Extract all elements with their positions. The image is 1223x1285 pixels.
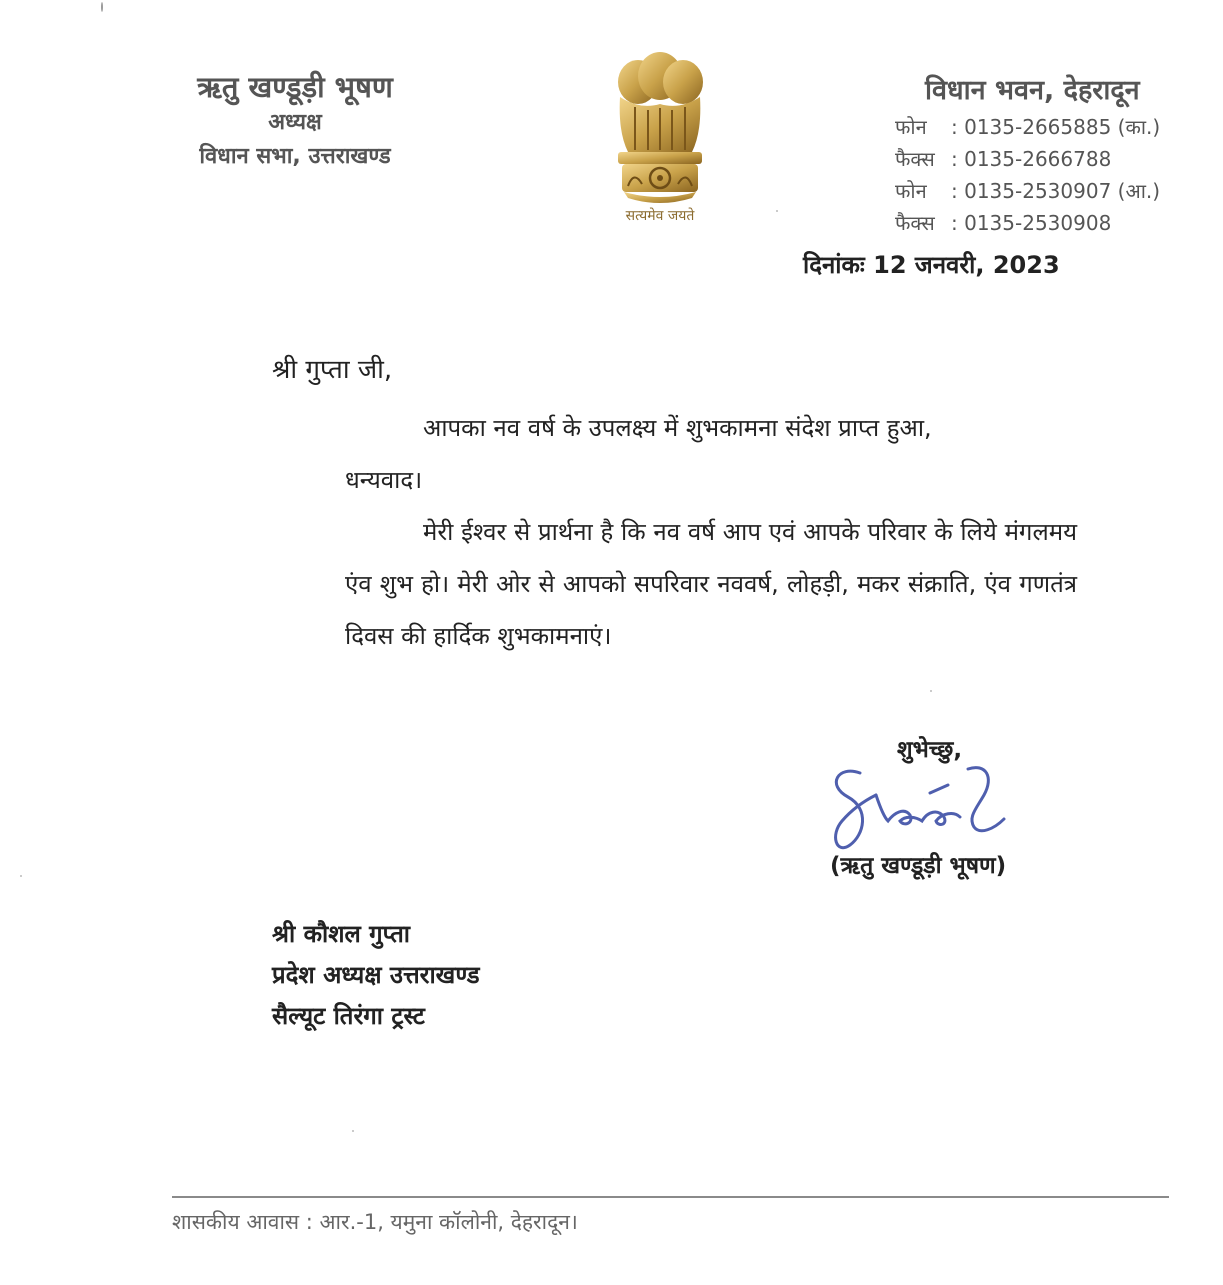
contact-row: फोन : 0135-2665885 (का.) (895, 111, 1160, 143)
contact-label: फोन (895, 115, 927, 139)
body-paragraph-1-continuation: धन्यवाद। (345, 466, 423, 494)
scan-mark (101, 2, 103, 12)
sender-name: ऋतु खण्डूड़ी भूषण (197, 70, 393, 104)
signer-name: (ऋतु खण्डूड़ी भूषण) (830, 853, 1007, 879)
body-paragraph-2: मेरी ईश्वर से प्रार्थना है कि नव वर्ष आप एवं आपके परिवार के लिये मंगलमय एंव शुभ हो। मेरी ओर से आपको सपरिवार नववर्ष, लोहड़ी, मकर संक्राति, एंव गणतंत्र दिवस की हार्दिक शुभकामनाएं। (345, 518, 1077, 650)
office-contact-block (895, 70, 1160, 239)
sender-designation: अध्यक्ष (268, 110, 322, 135)
contact-row: फैक्स : 0135-2530908 (895, 207, 1160, 239)
letter-body (345, 402, 1077, 662)
contact-row: फोन : 0135-2530907 (आ.) (895, 175, 1160, 207)
addressee-name: श्री कौशल गुप्ता (272, 920, 410, 948)
sender-block (160, 68, 430, 174)
scan-speck (20, 875, 22, 877)
contact-label: फोन (895, 179, 927, 203)
national-emblem-icon (600, 52, 720, 232)
addressee-block (272, 914, 480, 1037)
scan-speck (352, 1130, 354, 1132)
contact-label: फैक्स (895, 211, 935, 235)
office-address: विधान भवन, देहरादून (925, 75, 1140, 106)
closing: शुभेच्छु, (897, 737, 963, 763)
scan-speck (776, 210, 778, 212)
addressee-title: प्रदेश अध्यक्ष उत्तराखण्ड (272, 961, 480, 989)
contact-label: फैक्स (895, 147, 935, 171)
contact-value: 0135-2530908 (964, 211, 1112, 235)
contact-value: 0135-2666788 (964, 147, 1112, 171)
sender-house: विधान सभा, उत्तराखण्ड (199, 144, 391, 169)
footer-address: शासकीय आवास : आर.-1, यमुना कॉलोनी, देहरादून। (172, 1210, 578, 1234)
salutation: श्री गुप्ता जी, (272, 355, 393, 385)
footer-divider (172, 1196, 1169, 1198)
contact-row: फैक्स : 0135-2666788 (895, 143, 1160, 175)
body-paragraph-1: आपका नव वर्ष के उपलक्ष्य में शुभकामना संदेश प्राप्त हुआ, (423, 414, 932, 442)
letter-date: दिनांकः 12 जनवरी, 2023 (803, 251, 1060, 279)
contact-value: 0135-2665885 (का.) (964, 115, 1161, 139)
addressee-org: सैल्यूट तिरंगा ट्रस्ट (272, 1002, 425, 1030)
scan-speck (930, 690, 932, 692)
contact-value: 0135-2530907 (आ.) (964, 179, 1161, 203)
handwritten-signature-icon (818, 755, 1018, 860)
emblem-motto: सत्यमेव जयते (625, 208, 695, 224)
